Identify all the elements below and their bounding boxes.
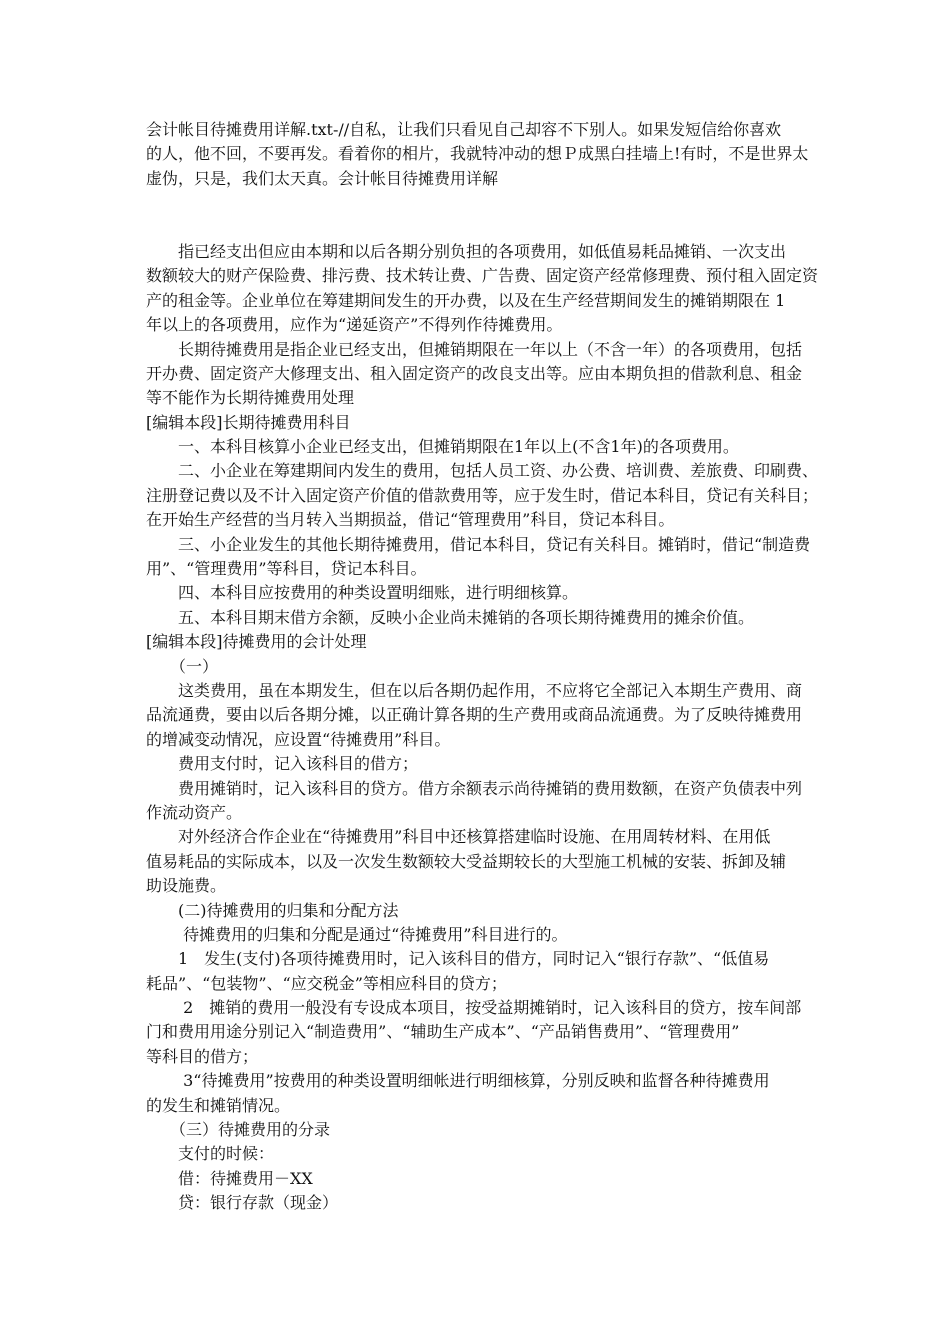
text-line: 产的租金等。企业单位在筹建期间发生的开办费，以及在生产经营期间发生的摊销期限在 1 <box>146 290 786 310</box>
text-line: 年以上的各项费用，应作为“递延资产”不得列作待摊费用。 <box>146 315 563 335</box>
text-line: 二、小企业在筹建期间内发生的费用，包括人员工资、办公费、培训费、差旅费、印刷费、 <box>146 461 819 481</box>
text-line: 作流动资产。 <box>146 802 243 822</box>
text-line: 助设施费。 <box>146 876 227 896</box>
text-line: 1 发生(支付)各项待摊费用时，记入该科目的借方，同时记入“银行存款”、“低值易 <box>146 949 770 969</box>
text-line: 耗品”、“包装物”、“应交税金”等相应科目的贷方； <box>146 973 507 993</box>
text-line: 指已经支出但应由本期和以后各期分别负担的各项费用，如低值易耗品摊销、一次支出 <box>146 241 787 261</box>
text-line: 待摊费用的归集和分配是通过“待摊费用”科目进行的。 <box>146 924 568 944</box>
text-line: 用”、“管理费用”等科目，贷记本科目。 <box>146 559 427 579</box>
text-line: 注册登记费以及不计入固定资产价值的借款费用等，应于发生时，借记本科目，贷记有关科目； <box>146 485 819 505</box>
text-line: 支付的时候： <box>146 1144 275 1164</box>
text-line: [编辑本段]长期待摊费用科目 <box>146 412 351 432</box>
text-line: 对外经济合作企业在“待摊费用”科目中还核算搭建临时设施、在用周转材料、在用低 <box>146 827 771 847</box>
intro-paragraph <box>146 118 812 191</box>
text-line: 四、本科目应按费用的种类设置明细账，进行明细核算。 <box>146 583 579 603</box>
text-line: 的人，他不回，不要再发。看着你的相片，我就特冲动的想Ｐ成黑白挂墙上!有时，不是世界太 <box>146 144 809 164</box>
blank-line <box>146 191 812 215</box>
text-line: 数额较大的财产保险费、排污费、技术转让费、广告费、固定资产经常修理费、预付租入固定资 <box>146 266 819 286</box>
text-line: 在开始生产经营的当月转入当期损益，借记“管理费用”科目，贷记本科目。 <box>146 510 675 530</box>
text-line: 借：待摊费用－XX <box>146 1168 313 1188</box>
text-line: 贷：银行存款（现金） <box>146 1193 339 1213</box>
text-line: 2 摊销的费用一般没有专设成本项目，按受益期摊销时，记入该科目的贷方，按车间部 <box>146 998 802 1018</box>
text-line: 等不能作为长期待摊费用处理 <box>146 388 355 408</box>
text-line: 开办费、固定资产大修理支出、租入固定资产的改良支出等。应由本期负担的借款利息、租金 <box>146 363 803 383</box>
document-page <box>146 118 819 1216</box>
text-line: (二)待摊费用的归集和分配方法 <box>146 900 399 920</box>
text-line: 费用摊销时，记入该科目的贷方。借方余额表示尚待摊销的费用数额，在资产负债表中列 <box>146 778 803 798</box>
text-line: （一） <box>146 656 219 676</box>
blank-line <box>146 216 812 240</box>
text-line: 一、本科目核算小企业已经支出，但摊销期限在1年以上(不含1年)的各项费用。 <box>146 437 739 457</box>
text-line: 会计帐目待摊费用详解.txt-//自私，让我们只看见自己却容不下别人。如果发短信给你喜欢 <box>146 120 782 139</box>
text-line: 这类费用，虽在本期发生，但在以后各期仍起作用，不应将它全部记入本期生产费用、商 <box>146 680 803 700</box>
text-line: 3“待摊费用”按费用的种类设置明细帐进行明细核算，分别反映和监督各种待摊费用 <box>146 1071 770 1091</box>
text-line: 值易耗品的实际成本，以及一次发生数额较大受益期较长的大型施工机械的安装、拆卸及辅 <box>146 851 787 871</box>
text-line: 五、本科目期末借方余额，反映小企业尚未摊销的各项长期待摊费用的摊余价值。 <box>146 607 755 627</box>
text-line: 的增减变动情况，应设置“待摊费用”科目。 <box>146 729 451 749</box>
text-line: [编辑本段]待摊费用的会计处理 <box>146 632 367 652</box>
document-body <box>146 240 819 1216</box>
text-line: （三）待摊费用的分录 <box>146 1120 331 1140</box>
text-line: 的发生和摊销情况。 <box>146 1095 291 1115</box>
text-line: 三、小企业发生的其他长期待摊费用，借记本科目，贷记有关科目。摊销时，借记“制造费 <box>146 534 811 554</box>
text-line: 虚伪，只是，我们太天真。会计帐目待摊费用详解 <box>146 168 499 188</box>
text-line: 等科目的借方； <box>146 1046 259 1066</box>
text-line: 门和费用用途分别记入“制造费用”、“辅助生产成本”、“产品销售费用”、“管理费用” <box>146 1022 740 1042</box>
text-line: 品流通费，要由以后各期分摊，以正确计算各期的生产费用或商品流通费。为了反映待摊费用 <box>146 705 803 725</box>
text-line: 费用支付时，记入该科目的借方； <box>146 754 419 774</box>
text-line: 长期待摊费用是指企业已经支出，但摊销期限在一年以上（不含一年）的各项费用，包括 <box>146 339 803 359</box>
